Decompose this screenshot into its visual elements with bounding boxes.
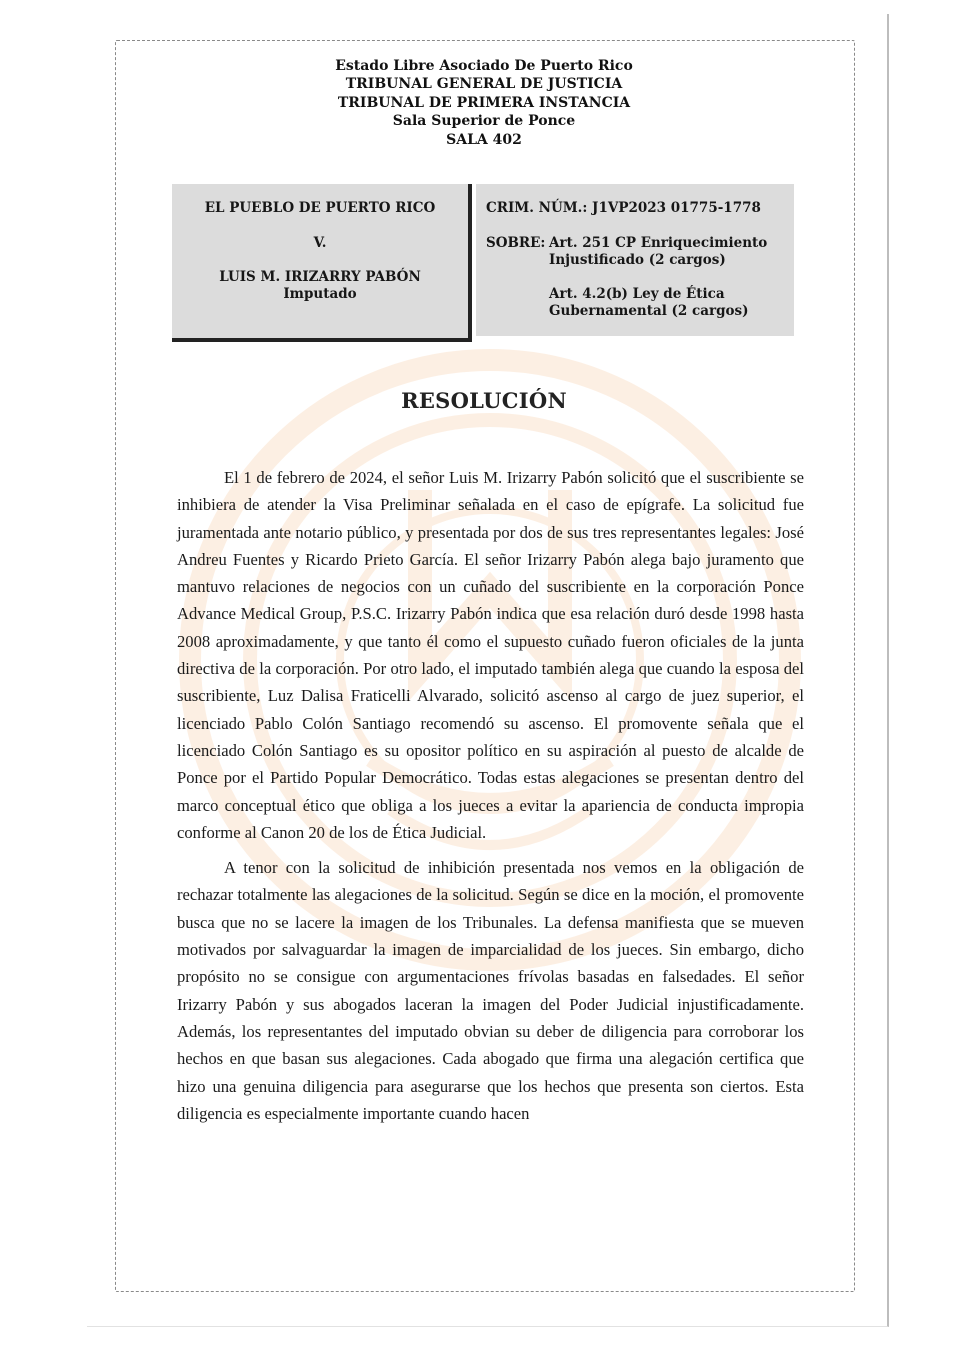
defendant-role: Imputado [283, 286, 357, 302]
body-paragraph: A tenor con la solicitud de inhibición presentada nos vemos en la obligación de rechazar totalmente las alegaciones de la solicitud. Según se dice en la moción, el promovente busca que no se lacere la imagen de los Tribunales. La defensa manifiesta que se mueven motivados por salvaguardar la imagen de imparcialidad de los jueces. Sin embargo, dicho propósito no se consigue con argumentaciones frívolas basadas en falsedades. El señor Irizarry Pabón y sus abogados laceran la imagen del Poder Judicial injustificadamente. Además, los representantes del imputado obvian su deber de diligencia para corroborar los hechos en que basan sus alegaciones. Cada abogado que firma una alegación certifica que hizo una genuina diligencia para asegurarse que los hechos que presenta son ciertos. Esta diligencia es especialmente importante cuando hacen [177, 858, 804, 1123]
header-superior-room: Sala Superior de Ponce [392, 113, 576, 130]
court-header [0, 57, 968, 149]
charge-enrichment [549, 235, 767, 269]
resolution-body [177, 464, 804, 1127]
header-commonwealth: Estado Libre Asociado De Puerto Rico [335, 58, 633, 74]
versus-label: V. [313, 235, 327, 251]
case-caption-parties [172, 184, 472, 342]
header-general-court: TRIBUNAL GENERAL DE JUSTICIA [345, 76, 623, 93]
case-caption-details [476, 184, 794, 336]
plaintiff-name: EL PUEBLO DE PUERTO RICO [204, 200, 436, 216]
header-room-number: SALA 402 [446, 131, 522, 148]
case-number: CRIM. NÚM.: J1VP2023 01775-1778 [486, 200, 761, 216]
defendant-block [172, 269, 468, 303]
defendant-name: LUIS M. IRIZARRY PABÓN [219, 269, 421, 285]
body-paragraph: El 1 de febrero de 2024, el señor Luis M. Irizarry Pabón solicitó que el suscribiente se inhibiera de atender la Visa Preliminar señalada en el caso de epígrafe. La solicitud fue juramentada ante notario público, y presentada por dos de sus tres representantes legales: José Andreu Fuentes y Ricardo Prieto García. El señor Irizarry Pabón alega bajo juramento que mantuvo relaciones de negocios con un cuñado del suscribiente en la corporación Ponce Advance Medical Group, P.S.C. Irizarry Pabón indica que esa relación duró desde 1998 hasta 2008 aproximadamente, y que tanto él como el supuesto cuñado fueron oficiales de la junta directiva de la corporación. Por otro lado, el imputado también alega que cuando la esposa del suscribiente, Luz Dalisa Fraticelli Alvarado, solicitó ascenso al cargo de juez superior, el licenciado Pablo Colón Santiago recomendó su ascenso. El promovente señala que el licenciado Colón Santiago es su opositor político en su aspiración al puesto de alcalde de Ponce por el Partido Popular Democrático. Todas estas alegaciones se presentan dentro del marco conceptual ético que obliga a los jueces a evitar la apariencia de conducta impropia conforme al Canon 20 de los de Ética Judicial. [177, 468, 804, 842]
document-title: RESOLUCIÓN [401, 388, 567, 413]
charge-enrichment-line1: Art. 251 CP Enriquecimiento [549, 235, 768, 251]
charge-ethics-line1: Art. 4.2(b) Ley de Ética [549, 286, 725, 302]
charge-enrichment-line2: Injustificado (2 cargos) [549, 252, 726, 268]
charge-ethics-line2: Gubernamental (2 cargos) [549, 303, 749, 319]
charge-ethics-law [549, 286, 749, 320]
header-first-instance: TRIBUNAL DE PRIMERA INSTANCIA [337, 94, 631, 111]
subject-label: SOBRE: [486, 235, 546, 251]
